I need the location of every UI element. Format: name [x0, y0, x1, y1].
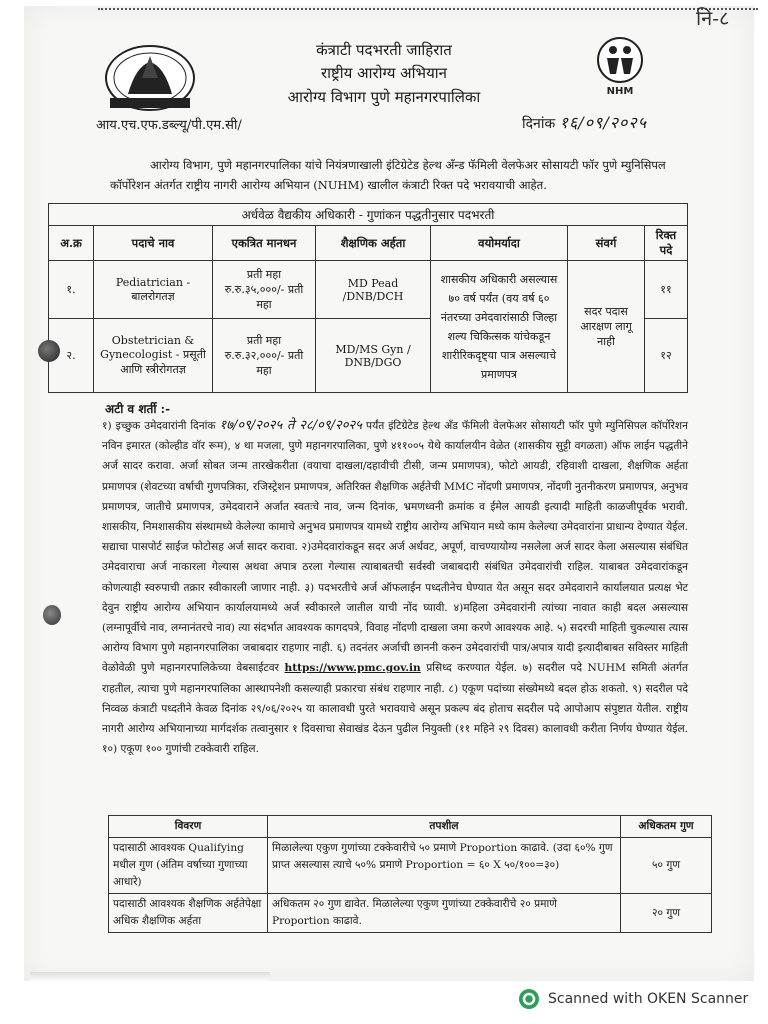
date-label: दिनांक: [522, 116, 556, 132]
punch-hole: [38, 340, 60, 362]
row1-no: १.: [49, 261, 94, 319]
marks-col-max: अधिकतम गुण: [621, 816, 712, 838]
marks-col-desc: विवरण: [109, 816, 268, 838]
paper-edge: [30, 972, 270, 982]
terms-handwritten-dates: १७/०९/२०२५ ते २८/०९/२०२५: [219, 418, 363, 433]
row1-vacancy: ११: [645, 261, 688, 319]
cadre-cell: सदर पदास आरक्षण लागू नाही: [568, 261, 645, 393]
posts-table: [48, 203, 688, 393]
col-header-no: अ.क्र: [49, 226, 94, 261]
marks-row1-desc: पदासाठी आवश्यक Qualifying मधील गुण (अंतिम वर्षाच्या गुणाच्या आधारे): [109, 838, 268, 894]
age-limit-cell: शासकीय अधिकारी असल्यास ७० वर्ष पर्यंत (वय वर्ष ६० नंतरच्या उमेदवारांसाठी जिल्हा शल्य चिकित्सक यांचेकडून शारीरिकदृष्ट्या पात्र असल्याचे प्रमाणपत्र: [431, 261, 568, 393]
posts-table-title: अर्धवेळ वैद्यकीय अधिकारी - गुणांकन पद्धतीनुसार पदभरती: [49, 204, 688, 226]
table-row: [49, 261, 688, 319]
table-row: [109, 894, 712, 933]
terms-paragraph: [102, 416, 688, 759]
row2-qualification: MD/MS Gyn / DNB/DGO: [316, 319, 431, 393]
col-header-cadre: संवर्ग: [568, 226, 645, 261]
intro-paragraph: आरोग्य विभाग, पुणे महानगरपालिका यांचे नियंत्रणाखाली इंटिग्रेटेड हेल्थ अँन्ड फॅमिली वेलफेअर सोसायटी फॉर पुणे म्युनिसिपल कॉर्पोरेशन अंतर्गत राष्ट्रीय नागरी आरोग्य अभियान (NUHM) खालील कंत्राटी रिक्त पदे भरावयाची आहेत.: [110, 158, 666, 192]
table-row: [109, 838, 712, 894]
terms-p1b: पर्यंत इंटिग्रेटेड हेल्थ अँड फॅमिली वेलफेअर सोसायटी फॉर पुणे म्युनिसिपल कॉर्पोरेशन नविन इमारत (कोल्हीड वॉर रूम), ४ था मजला, पुणे महानगरपालिका, पुणे ४११००५ येथे कार्यालयीन वेळेत (शासकीय सुट्टी वगळता) ऑफ लाईन पद्धतीने अर्ज सादर करावा. अर्जा सोबत जन्म तारखेकरीता (वयाचा दाखला/दहावीची टीसी, जन्म प्रमाणपत्र), फोटो आयडी, रहिवाशी दाखला, शैक्षणिक अर्हता प्रमाणपत्र (शेवटच्या वर्षाची गुणपत्रिका, रजिस्ट्रेशन प्रमाणपत्र, अतिरिक्त शैक्षणिक अर्हतेची MMC नोंदणी प्रमाणपत्र, नोंदणी नुतनीकरण प्रमाणपत्र, अनुभव प्रमाणपत्र, जातीचे प्रमाणपत्र, उमेदवाराने अर्जात स्वतःचे नाव, जन्म दिनांक, भ्रमणध्वनी क्रमांक व ईमेल आयडी इत्यादी माहिती काळजीपूर्वक भरावी. शासकीय, निमशासकीय संस्थामध्ये केलेल्या कामाचे अनुभव प्रमाणपत्र यामध्ये राष्ट्रीय आरोग्य अभियान मध्ये काम केलेल्या उमेदवारांना प्राधान्य देण्यात येईल. सद्याचा पासपोर्ट साईज फोटोसह अर्ज सादर करावा. २)उमेदवारांकडून सदर अर्ज अर्धवट, अपूर्ण, वाचण्यायोग्य नसलेला अर्ज सादर केला असल्यास संबंधित उमेदवाराचा अर्ज नाकारला गेल्यास अथवा अपात्र ठरला गेल्यास त्याबाबतची सर्वस्वी जबाबदारी संबंधित उमेदवारांची राहिल. याबाबत उमेदवारांकडून कोणत्याही स्वरुपाची तक्रार स्वीकारली जाणार नाही. ३) पदभरतीचे अर्ज ऑफलाईन पध्दतीनेच घेण्यात येत असून सदर उमेदवाराने कार्यालयात प्रत्यक्ष भेट देवुन राष्ट्रीय आरोग्य अभियान कार्यालयामध्ये अर्ज स्वीकारले जातील याची नोंद घ्यावी. ४)महिला उमेदवारांनी त्यांच्या नावात काही बदल असल्यास (लग्नापूर्वीचे नाव, लग्नानंतरचे नाव) त्या संदर्भात आवश्यक कागदपत्रे, विवाह नोंदणी दाखला जमा करणे आवश्यक आहे. ५) सदरची माहिती चुकल्यास त्यास आरोग्य विभाग पुणे महानगरपालिका जबाबदार राहणार नाही. ६) तदनंतर अर्जाची छाननी करुन उमेदवारांची पात्र/अपात्र यादी इत्यादीबाबत सविस्तर माहिती वेळोवेळी पुणे महानगरपालिकेच्या वेबसाईटवर: [102, 420, 688, 675]
marks-table-header-row: [109, 816, 712, 838]
top-dotted-line: [98, 8, 758, 10]
scanner-watermark: [518, 988, 748, 1010]
terms-title: अटी व शर्ती :-: [105, 402, 171, 416]
terms-p1a: १) इच्छुक उमेदवारांनी दिनांक: [102, 420, 216, 432]
scanner-text: Scanned with OKEN Scanner: [548, 991, 749, 1007]
oken-scanner-icon: [518, 988, 540, 1010]
col-header-name: पदाचे नाव: [94, 226, 213, 261]
pmc-website-link[interactable]: https://www.pmc.gov.in: [284, 662, 421, 675]
nhm-logo-text: NHM: [606, 86, 634, 97]
marks-table: [108, 815, 712, 933]
punch-hole: [43, 605, 61, 625]
posts-table-header-row: [49, 226, 688, 261]
marks-row1-detail: मिळालेल्या एकुण गुणांच्या टक्केवारीचे ५० प्रमाणे Proportion काढावे. (उदा ६०% गुण प्राप्त असल्यास त्याचे ५०% प्रमाणे Proportion = ६० X ५०/१००=३०): [268, 838, 621, 894]
date-line: [522, 111, 647, 133]
marks-row2-desc: पदासाठी आवश्यक शैक्षणिक अर्हतेपेक्षा अधिक शैक्षणिक अर्हता: [109, 894, 268, 933]
marks-row2-max: २० गुण: [621, 894, 712, 933]
col-header-vacancy: रिक्त पदे: [645, 226, 688, 261]
date-value: १६/०९/२०२५: [559, 113, 648, 132]
row2-pay: प्रती महा रु.रु.३२,०००/- प्रती महा: [213, 319, 316, 393]
row2-vacancy: १२: [645, 319, 688, 393]
row2-name: Obstetrician & Gynecologist - प्रसूती आणि स्त्रीरोगतज्ञ: [94, 319, 213, 393]
col-header-qualification: शैक्षणिक अर्हता: [316, 226, 431, 261]
col-header-age: वयोमर्यादा: [431, 226, 568, 261]
marks-col-detail: तपशील: [268, 816, 621, 838]
terms-p1c: प्रसिध्द करण्यात येईल. ७) सदरील पदे NUHM समिती अंतर्गत राहतील, त्याचा पुणे महानगरपालिका आस्थापनेशी कसल्याही प्रकारचा संबंध राहणार नाही. ८) एकूण पदांच्या संख्येमध्ये बदल होऊ शकतो. ९) सदरील पदे निव्वळ कंत्राटी पध्दतीने केवळ दिनांक २९/०६/२०२५ या कालावधी पुरते भरावयाचे असून प्रकल्प बंद होताच सदरील पदे आपोआप संपुष्टात येतील. राष्ट्रीय नागरी आरोग्य अभियानाच्या मार्गदर्शक तत्वानुसार १ दिवसाचा सेवाखंड देऊन पुढील नियुक्ती (११ महिने २९ दिवस) कालावधी करीता निर्णय घेण्यात येईल. १०) एकूण १०० गुणांची टक्केवारी राहिल.: [102, 662, 688, 756]
row1-pay: प्रती महा रु.रु.३५,०००/- प्रती महा: [213, 261, 316, 319]
row2-no: २.: [49, 319, 94, 393]
handwritten-corner-note: नि-८: [696, 6, 730, 30]
header-title-2: राष्ट्रीय आरोग्य अभियान: [321, 64, 447, 82]
header-title-1: कंत्राटी पदभरती जाहिरात: [316, 41, 452, 59]
row1-name: Pediatrician - बालरोगतज्ञ: [94, 261, 213, 319]
reference-number: आय.एच.एफ.डब्ल्यू/पी.एम.सी/: [96, 118, 242, 133]
row1-qualification: MD Pead /DNB/DCH: [316, 261, 431, 319]
marks-row2-detail: अधिकतम २० गुण द्यावेत. मिळालेल्या एकुण गुणांच्या टक्केवारीचे २० प्रमाणे Proportion काढावे.: [268, 894, 621, 933]
marks-row1-max: ५० गुण: [621, 838, 712, 894]
col-header-pay: एकत्रित मानधन: [213, 226, 316, 261]
header-title-3: आरोग्य विभाग पुणे महानगरपालिका: [287, 88, 481, 106]
